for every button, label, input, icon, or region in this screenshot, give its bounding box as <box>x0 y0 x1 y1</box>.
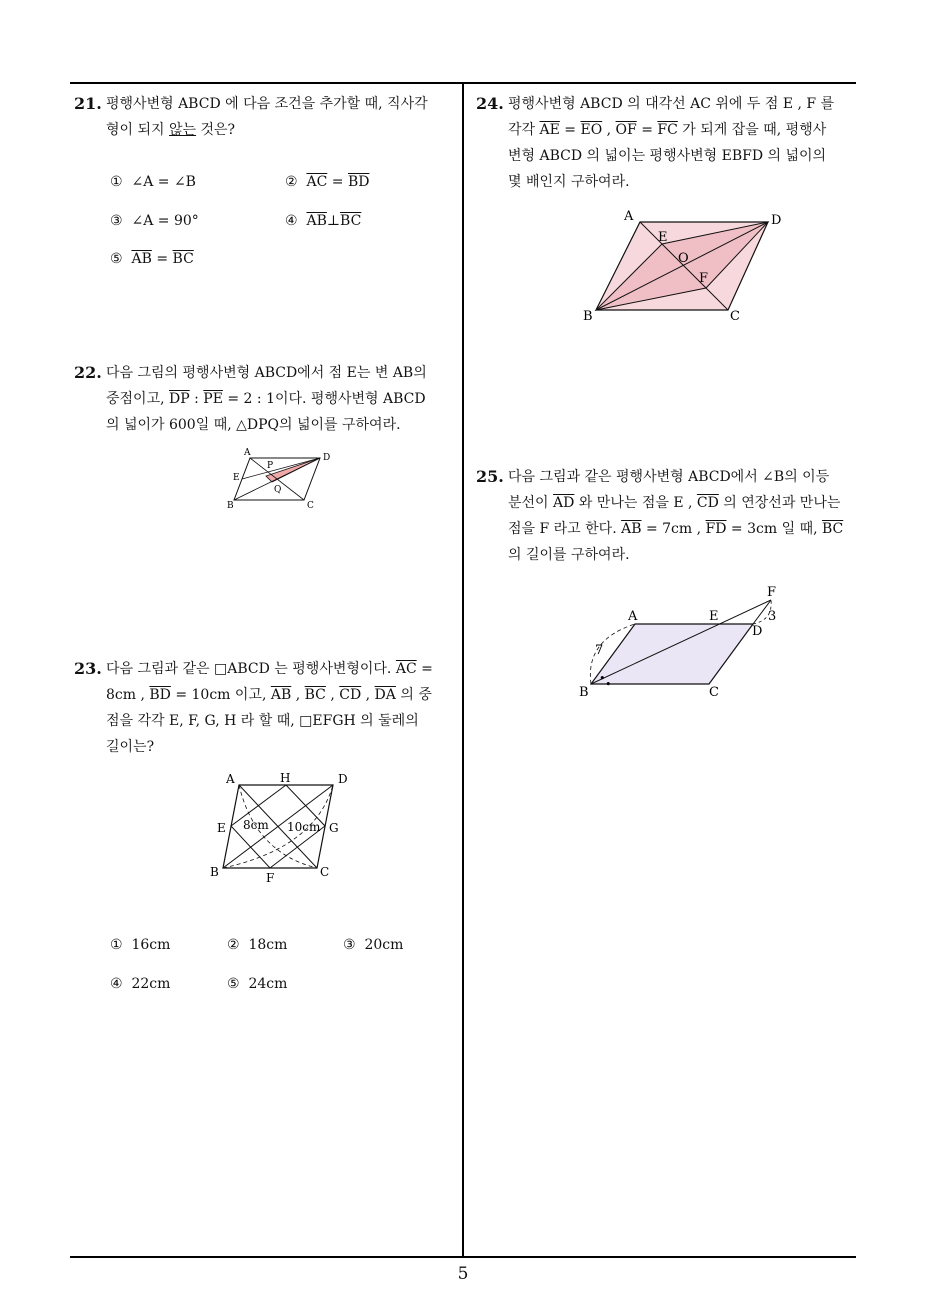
question-text: 다음 그림과 같은 평행사변형 ABCD에서 ∠B의 이등 <box>508 469 830 485</box>
label-p: P <box>267 461 274 471</box>
label-e: E <box>709 609 719 624</box>
question-text: 중점이고, $\overline{DP}$ : $\overline{PE} = 2$ : 1이다. 평행사변형 ABCD <box>106 391 426 407</box>
label-b: B <box>227 501 234 511</box>
label-b: B <box>583 309 593 324</box>
question-text: 의 넓이가 600일 때, △DPQ의 넓이를 구하여라. <box>106 417 401 433</box>
choice-1[interactable]: ① 16cm <box>110 937 171 953</box>
q22-figure <box>222 446 342 512</box>
question-number: 25. <box>476 467 504 486</box>
label-bd-length: 10cm <box>287 820 321 834</box>
label-c: C <box>320 865 330 879</box>
question-number: 21. <box>74 94 102 113</box>
label-f: F <box>699 271 709 286</box>
label-b: B <box>579 685 589 700</box>
question-text: 8cm , $\overline{BD} = 10cm$ 이고, $\overline{AB}$ , $\overline{BC}$ , $\overline{CD}$ , $\overline{DA}$ 의 중 <box>106 687 432 703</box>
question-text: 점을 F 라고 한다. $\overline{AB} = 7cm$ , $\overline{FD} = 3cm$ 일 때, $\overline{BC}$ <box>508 521 844 537</box>
q25-figure <box>575 580 790 705</box>
choice-4[interactable]: ④ $\overline{AB}\perp\overline{BC}$ <box>285 213 362 229</box>
label-d: D <box>323 453 331 463</box>
parallelogram-abcd <box>591 624 753 684</box>
bottom-rule <box>70 1256 856 1258</box>
question-25 <box>476 464 860 568</box>
question-number: 23. <box>74 659 102 678</box>
question-21 <box>74 91 458 143</box>
choice-5[interactable]: ⑤ $\overline{AB} = \overline{BC}$ <box>110 251 194 267</box>
label-7: 7 <box>595 643 604 658</box>
label-d: D <box>752 624 763 639</box>
question-23 <box>74 656 458 760</box>
page-number: 5 <box>457 1264 469 1284</box>
question-text: 형이 되지 않는 것은? <box>106 122 236 138</box>
question-text: 길이는? <box>106 739 155 755</box>
question-text: 점을 각각 E, F, G, H 라 할 때, □EFGH 의 둘레의 <box>106 713 419 729</box>
label-ac-length: 8cm <box>243 818 269 832</box>
label-c: C <box>307 501 314 511</box>
label-d: D <box>338 772 348 786</box>
choice-1[interactable]: ① ∠A = ∠B <box>110 174 196 190</box>
label-c: C <box>709 685 719 700</box>
column-divider <box>462 82 464 1258</box>
label-e: E <box>658 230 668 245</box>
label-a: A <box>226 772 235 786</box>
label-f: F <box>767 585 777 600</box>
choice-2[interactable]: ② 18cm <box>227 937 288 953</box>
question-text: 의 길이를 구하여라. <box>508 547 630 563</box>
choice-3[interactable]: ③ 20cm <box>343 937 404 953</box>
label-g: G <box>329 821 339 835</box>
choice-3[interactable]: ③ ∠A = 90° <box>110 213 199 229</box>
question-text: 평행사변형 ABCD 에 다음 조건을 추가할 때, 직사각 <box>106 96 428 112</box>
q24-figure <box>578 206 788 326</box>
label-a: A <box>244 448 251 458</box>
question-text: 다음 그림과 같은 □ABCD 는 평행사변형이다. $\overline{AC}$ = <box>106 661 433 677</box>
label-3: 3 <box>768 609 777 624</box>
question-text: 다음 그림의 평행사변형 ABCD에서 점 E는 변 AB의 <box>106 365 427 381</box>
choice-4[interactable]: ④ 22cm <box>110 976 171 992</box>
label-c: C <box>730 309 740 324</box>
angle-mark: • <box>599 672 606 685</box>
question-24 <box>476 91 860 195</box>
choice-5[interactable]: ⑤ 24cm <box>227 976 288 992</box>
label-b: B <box>210 865 219 879</box>
label-a: A <box>624 209 634 224</box>
question-text: 변형 ABCD 의 넓이는 평행사변형 EBFD 의 넓이의 <box>508 148 827 164</box>
question-text: 몇 배인지 구하여라. <box>508 174 630 190</box>
question-number: 22. <box>74 363 102 382</box>
question-number: 24. <box>476 94 504 113</box>
label-h: H <box>280 771 291 785</box>
question-22 <box>74 360 458 438</box>
label-q: Q <box>274 485 282 495</box>
label-o: O <box>678 251 689 266</box>
label-a: A <box>628 609 638 624</box>
question-text: 분선이 $\overline{AD}$ 와 만나는 점을 E , $\overline{CD}$ 의 연장선과 만나는 <box>508 495 841 511</box>
label-d: D <box>771 213 782 228</box>
label-f: F <box>266 871 275 885</box>
q23-figure <box>205 768 365 888</box>
label-e: E <box>233 473 240 483</box>
question-text: 각각 $\overline{AE} = \overline{EO}$ , $\overline{OF} = \overline{FC}$ 가 되게 잡을 때, 평행사 <box>508 122 827 138</box>
choice-2[interactable]: ② $\overline{AC} = \overline{BD}$ <box>285 174 370 190</box>
label-e: E <box>217 821 226 835</box>
angle-mark: • <box>605 678 612 691</box>
question-text: 평행사변형 ABCD 의 대각선 AC 위에 두 점 E , F 를 <box>508 96 835 112</box>
